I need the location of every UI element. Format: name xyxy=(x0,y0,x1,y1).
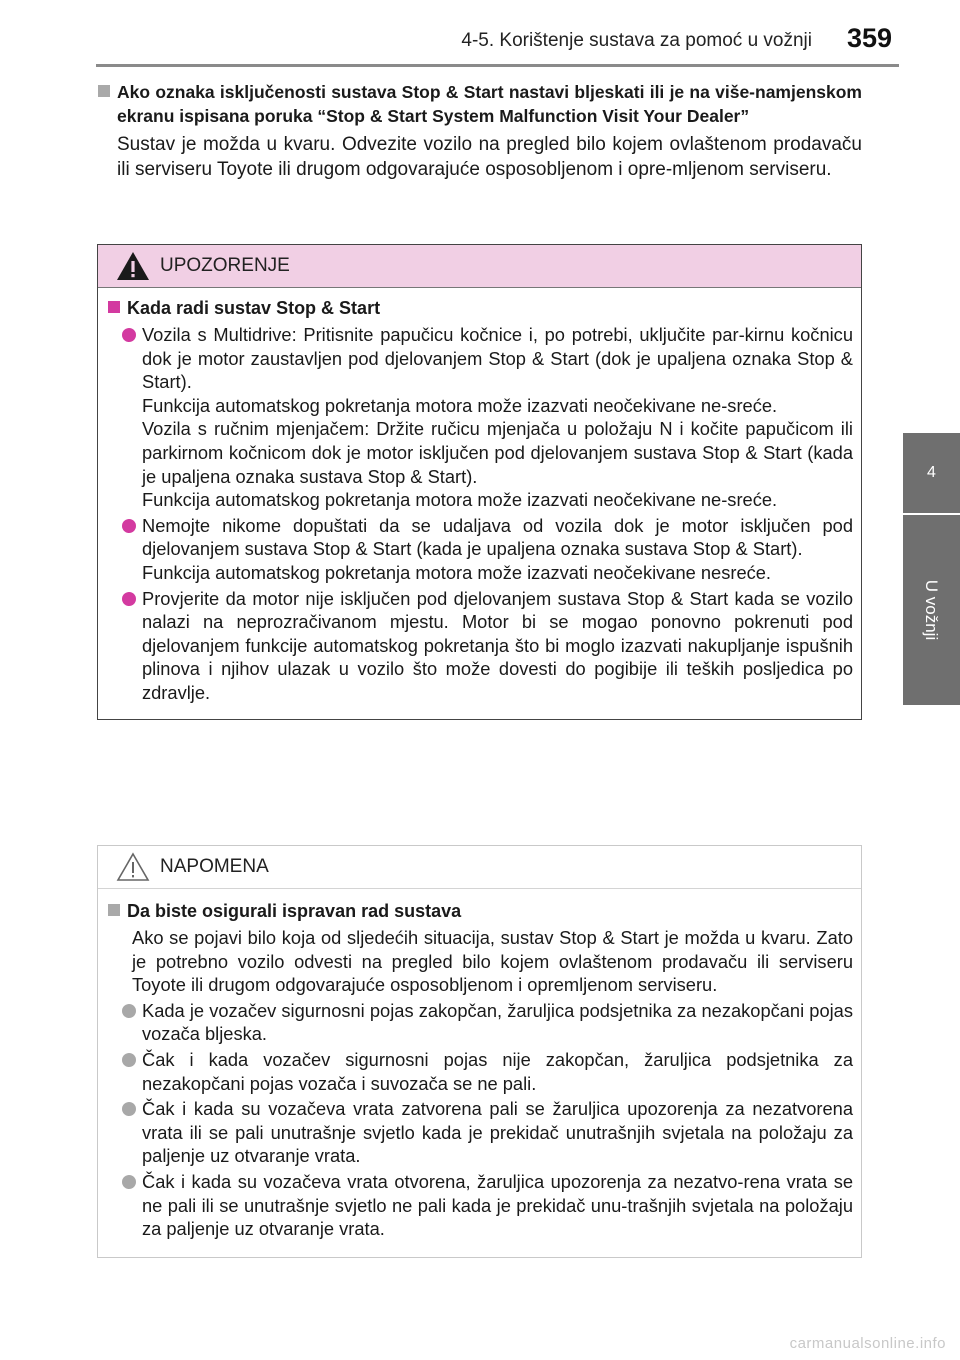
bullet-dot-icon xyxy=(122,1102,136,1116)
note-intro: Ako se pojavi bilo koja od sljedećih situacija, sustav Stop & Start je možda u kvaru. Zato je potrebno vozilo odvesti na pregled bilo kojem ovlaštenom prodavaču ili serviseru Toyote ili drugom odgovarajuće osposobljenom i opremljenom serviseru. xyxy=(132,927,853,996)
note-title: NAPOMENA xyxy=(160,856,269,877)
square-bullet-icon xyxy=(108,301,120,313)
warning-title: UPOZORENJE xyxy=(160,255,290,276)
warning-paragraph: Provjerite da motor nije isključen pod djelovanjem sustava Stop & Start kada se vozilo nalazi na neprozračivanom mjestu. Motor bi se mogao ponovno pokrenuti pod djelovanjem funkcije automatskog pokretanja što bi moglo izazvati nakupljanje ispušnih plinova i njihov ulazak u vozilo što može dovesti do pogibije ili teških posljedica po zdravlje. xyxy=(142,587,853,703)
bullet-dot-icon xyxy=(122,1175,136,1189)
caution-triangle-outline-icon xyxy=(116,852,150,882)
warning-section-title xyxy=(108,296,853,321)
note-bullet-text: Čak i kada su vozačeva vrata otvorena, žaruljica upozorenja za nezatvo-rena vrata se ne pali ili se unutrašnje svjetlo ne pali kada je prekidač unu-trašnjih svjetala na položaju za paljenje uz otvaranje vrata. xyxy=(142,1170,853,1240)
warning-bullet xyxy=(108,587,853,705)
warning-section-title-text: Kada radi sustav Stop & Start xyxy=(127,298,381,318)
note-bullet xyxy=(108,1170,853,1241)
chapter-label: U vožnji xyxy=(922,579,942,641)
bullet-dot-icon xyxy=(122,1004,136,1018)
warning-paragraph: Funkcija automatskog pokretanja motora može izazvati neočekivane ne-sreće. xyxy=(142,489,778,511)
warning-paragraph: Vozila s ručnim mjenjačem: Držite ručicu mjenjača u položaju N i kočite papučicom ili parkirnom kočnicom dok je motor isključen pod djelovanjem sustava Stop & Start (kada je upaljena oznaka sustava Stop & Start). xyxy=(142,418,853,487)
chapter-number: 4 xyxy=(927,464,936,481)
chapter-tab xyxy=(903,515,960,705)
note-bullet-text: Kada je vozačev sigurnosni pojas zakopčan, žaruljica podsjetnika za nezakopčani pojas vozača bljeska. xyxy=(142,999,853,1045)
warning-box xyxy=(97,244,862,720)
note-body xyxy=(98,889,861,1257)
note-bullet xyxy=(108,1048,853,1095)
intro-body: Sustav je možda u kvaru. Odvezite vozilo na pregled bilo kojem ovlaštenom prodavaču ili serviseru Toyote ili drugom odgovarajuće osposobljenom i opre-mljenom serviseru. xyxy=(117,134,862,180)
bullet-dot-icon xyxy=(122,1053,136,1067)
note-bullet-text: Čak i kada vozačev sigurnosni pojas nije zakopčan, žaruljica podsjetnika za nezakopčani pojas vozača i suvozača se ne pali. xyxy=(142,1048,853,1094)
square-bullet-icon xyxy=(98,85,110,97)
watermark: carmanualsonline.info xyxy=(789,1335,946,1352)
warning-bullet xyxy=(108,323,853,512)
warning-paragraph: Vozila s Multidrive: Pritisnite papučicu kočnice i, po potrebi, uključite par-kirnu kočnicu dok je motor zaustavljen pod djelovanjem Stop & Start (dok je upaljena oznaka Stop & Start). xyxy=(142,324,853,393)
note-box xyxy=(97,845,862,1258)
bullet-dot-icon xyxy=(122,519,136,533)
bullet-dot-icon xyxy=(122,328,136,342)
warning-header xyxy=(98,245,861,288)
note-bullet xyxy=(108,1097,853,1168)
warning-paragraph: Funkcija automatskog pokretanja motora može izazvati neočekivane ne-sreće. xyxy=(142,394,778,416)
bullet-dot-icon xyxy=(122,592,136,606)
note-header xyxy=(98,846,861,889)
square-bullet-icon xyxy=(108,904,120,916)
chapter-number-tab xyxy=(903,433,960,513)
note-bullet xyxy=(108,999,853,1046)
warning-triangle-icon xyxy=(116,251,150,281)
warning-paragraph: Funkcija automatskog pokretanja motora može izazvati neočekivane nesreće. xyxy=(142,561,771,583)
note-bullet-text: Čak i kada su vozačeva vrata zatvorena pali se žaruljica upozorenja za nezatvorena vrata ili se pali unutrašnje svjetlo kada je prekidač unutrašnjih svjetala na položaju za paljenje uz otvaranje vrata. xyxy=(142,1098,853,1167)
intro-heading-text: Ako oznaka isključenosti sustava Stop & Start nastavi bljeskati ili je na više-namjenskom ekranu ispisana poruka “Stop & Start System Malfunction Visit Your Dealer” xyxy=(117,82,862,126)
intro-heading xyxy=(98,80,862,128)
intro-section xyxy=(98,80,862,182)
page-number: 359 xyxy=(846,23,892,53)
warning-bullet xyxy=(108,514,853,585)
note-section-title xyxy=(108,899,853,924)
warning-body xyxy=(98,288,861,719)
warning-paragraph: Nemojte nikome dopuštati da se udaljava od vozila dok je motor isključen pod djelovanjem sustava Stop & Start (kada je upaljena oznaka sustava Stop & Start). xyxy=(142,514,853,560)
header-divider xyxy=(96,64,899,67)
note-section-title-text: Da biste osigurali ispravan rad sustava xyxy=(127,901,462,921)
section-title: 4-5. Korištenje sustava za pomoć u vožnji xyxy=(461,30,812,51)
